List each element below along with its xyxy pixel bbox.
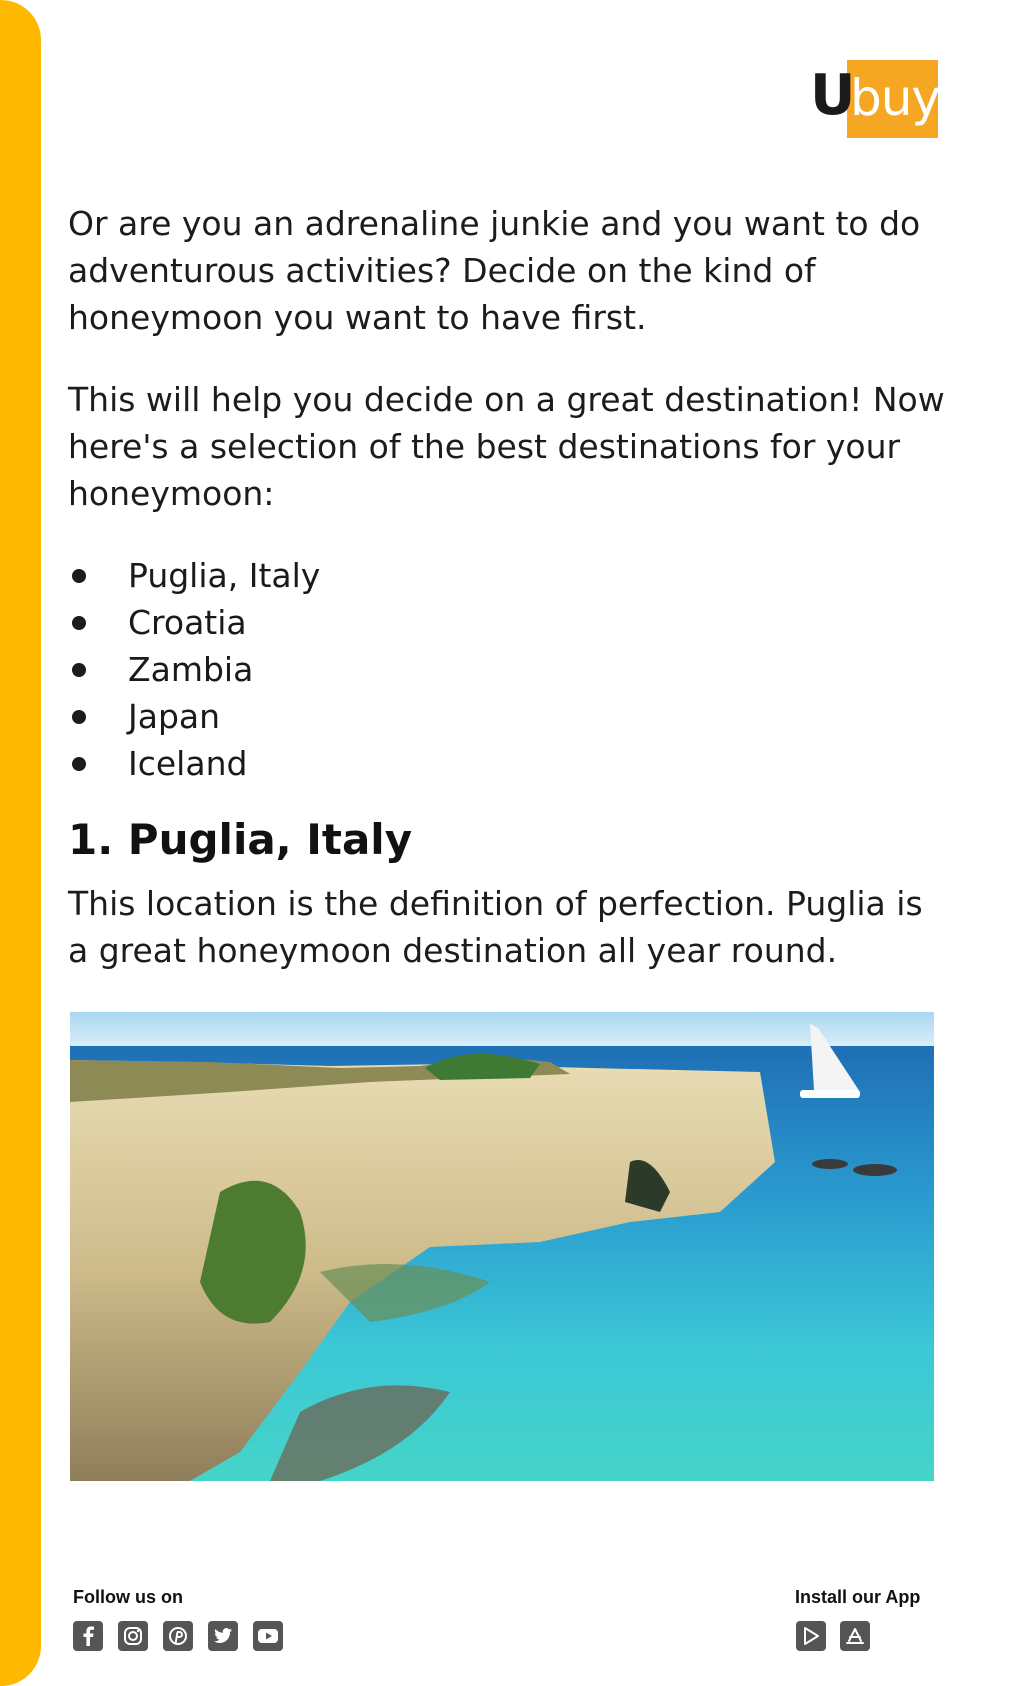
app-store-icon[interactable] (840, 1621, 870, 1651)
google-play-icon[interactable] (796, 1621, 826, 1651)
youtube-icon[interactable] (253, 1621, 283, 1651)
accent-side-bar (0, 0, 41, 1686)
intro-paragraph: Or are you an adrenaline junkie and you want to do adventurous activities? Decide on the kind of honeymoon you want to have first. (68, 204, 921, 337)
bullet-icon (72, 663, 86, 677)
bullet-icon (72, 569, 86, 583)
app-store-links (796, 1621, 870, 1651)
twitter-icon[interactable] (208, 1621, 238, 1651)
bullet-icon (72, 757, 86, 771)
logo-letter: U (810, 63, 856, 128)
follow-us-label: Follow us on (73, 1587, 183, 1607)
list-item: Japan (68, 693, 320, 740)
facebook-icon[interactable] (73, 1621, 103, 1651)
social-links (73, 1621, 283, 1651)
logo-text: buy (850, 69, 941, 127)
instagram-icon[interactable] (118, 1621, 148, 1651)
destination-list (68, 552, 320, 787)
list-item: Puglia, Italy (68, 552, 320, 599)
ubuy-logo[interactable] (810, 60, 941, 138)
list-item: Zambia (68, 646, 320, 693)
selection-paragraph: This will help you decide on a great destination! Now here's a selection of the best destinations for your honeymoon: (68, 380, 945, 513)
bullet-icon (72, 616, 86, 630)
list-item: Croatia (68, 599, 320, 646)
section-heading: 1. Puglia, Italy (68, 815, 413, 864)
list-item: Iceland (68, 740, 320, 787)
pinterest-icon[interactable] (163, 1621, 193, 1651)
puglia-paragraph: This location is the definition of perfection. Puglia is a great honeymoon destination all year round. (68, 884, 923, 970)
install-app-label: Install our App (795, 1587, 921, 1607)
puglia-coast-photo (70, 1012, 934, 1481)
bullet-icon (72, 710, 86, 724)
